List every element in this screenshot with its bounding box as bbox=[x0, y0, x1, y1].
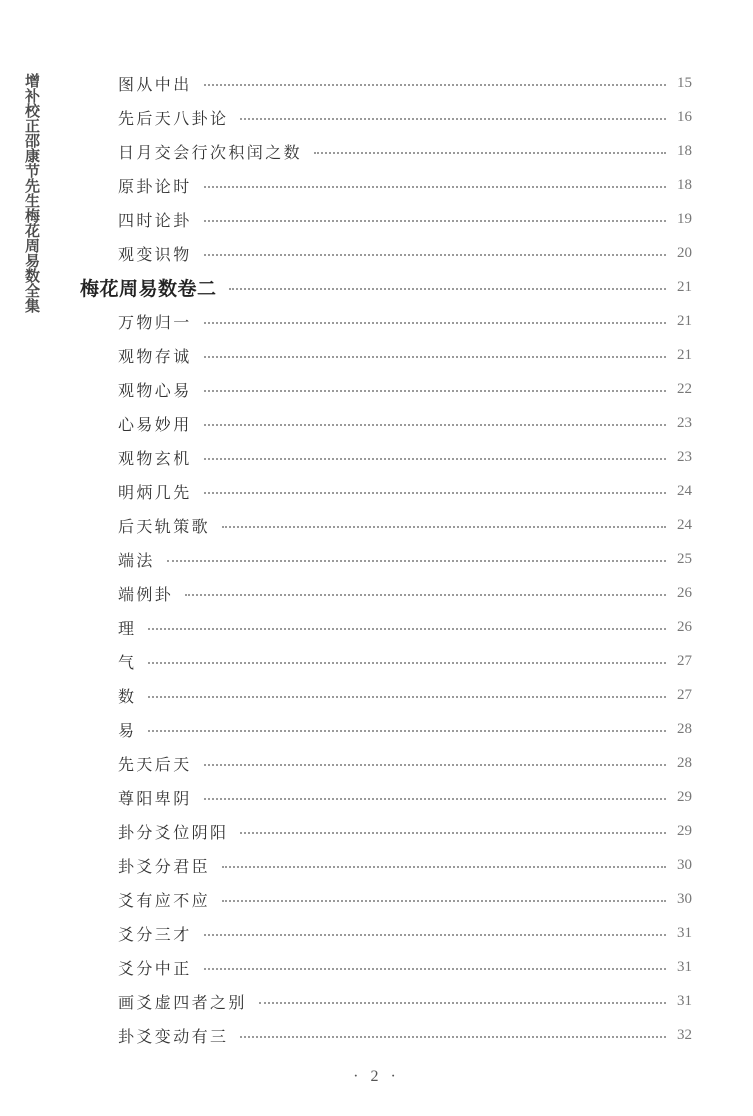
toc-entry-page: 19 bbox=[677, 210, 692, 227]
toc-entry-title: 端法 bbox=[118, 550, 155, 570]
toc-dot-leader bbox=[167, 560, 666, 562]
toc-entry bbox=[118, 170, 692, 200]
toc-dot-leader bbox=[204, 390, 666, 392]
toc-entry-page: 26 bbox=[677, 618, 692, 635]
toc-entry-title: 数 bbox=[118, 686, 137, 706]
toc-entry bbox=[118, 510, 692, 540]
toc-dot-leader bbox=[204, 798, 666, 800]
toc-entry bbox=[118, 782, 692, 812]
toc-entry-page: 20 bbox=[677, 244, 692, 261]
toc-entry bbox=[118, 340, 692, 370]
toc-entry-page: 21 bbox=[677, 312, 692, 329]
toc-dot-leader bbox=[148, 662, 666, 664]
toc-dot-leader bbox=[204, 254, 666, 256]
page-number: · 2 · bbox=[353, 1068, 400, 1085]
toc-entry-title: 卦分爻位阴阳 bbox=[118, 822, 229, 842]
toc-entry bbox=[118, 306, 692, 336]
toc-entry bbox=[118, 442, 692, 472]
toc-entry-title: 先天后天 bbox=[118, 754, 192, 774]
running-head-book-title: 增补校正邵康节先生梅花周易数全集 bbox=[23, 73, 41, 313]
toc-entry-title: 画爻虚四者之别 bbox=[118, 992, 247, 1012]
toc-entry bbox=[118, 136, 692, 166]
toc-entry-page: 27 bbox=[677, 652, 692, 669]
toc-entry-page: 15 bbox=[677, 74, 692, 91]
toc-dot-leader bbox=[314, 152, 666, 154]
toc-entry-title: 易 bbox=[118, 720, 137, 740]
toc-entry-page: 31 bbox=[677, 924, 692, 941]
toc-entry-page: 30 bbox=[677, 890, 692, 907]
toc-entry-page: 25 bbox=[677, 550, 692, 567]
toc-dot-leader bbox=[204, 764, 666, 766]
toc-dot-leader bbox=[259, 1002, 666, 1004]
toc-entry-page: 24 bbox=[677, 516, 692, 533]
toc-dot-leader bbox=[222, 900, 666, 902]
toc-entry-title: 图从中出 bbox=[118, 74, 192, 94]
toc-entry bbox=[118, 374, 692, 404]
toc-entry-title: 爻有应不应 bbox=[118, 890, 211, 910]
toc-entry-title: 端例卦 bbox=[118, 584, 174, 604]
toc-entry-title: 观物存诚 bbox=[118, 346, 192, 366]
toc-entry-title: 气 bbox=[118, 652, 137, 672]
toc-entry-title: 爻分中正 bbox=[118, 958, 192, 978]
toc-dot-leader bbox=[185, 594, 666, 596]
toc-entry-title: 观物心易 bbox=[118, 380, 192, 400]
toc-dot-leader bbox=[240, 832, 666, 834]
toc-entry-page: 31 bbox=[677, 992, 692, 1009]
toc-dot-leader bbox=[204, 458, 666, 460]
toc-dot-leader bbox=[204, 220, 666, 222]
toc-dot-leader bbox=[222, 866, 666, 868]
toc-entry-page: 18 bbox=[677, 176, 692, 193]
toc-dot-leader bbox=[204, 492, 666, 494]
toc-entry-title: 卦爻分君臣 bbox=[118, 856, 211, 876]
toc-entry-page: 21 bbox=[677, 278, 692, 295]
toc-entry bbox=[118, 578, 692, 608]
toc-entry-page: 30 bbox=[677, 856, 692, 873]
toc-entry-title: 万物归一 bbox=[118, 312, 192, 332]
toc-entry bbox=[118, 238, 692, 268]
toc-dot-leader bbox=[148, 730, 666, 732]
toc-entry-title: 明炳几先 bbox=[118, 482, 192, 502]
toc-entry bbox=[118, 850, 692, 880]
toc-entry-title: 理 bbox=[118, 618, 137, 638]
toc-entry-title: 日月交会行次积闰之数 bbox=[118, 142, 303, 162]
toc-entry-page: 21 bbox=[677, 346, 692, 363]
toc-entry bbox=[118, 476, 692, 506]
toc-entry-page: 23 bbox=[677, 448, 692, 465]
toc-entry bbox=[118, 748, 692, 778]
toc-entry bbox=[118, 646, 692, 676]
toc-dot-leader bbox=[204, 186, 666, 188]
toc-entry-page: 29 bbox=[677, 822, 692, 839]
toc-entry-page: 22 bbox=[677, 380, 692, 397]
toc-entry-page: 28 bbox=[677, 754, 692, 771]
toc-entry-title: 心易妙用 bbox=[118, 414, 192, 434]
toc-entry-page: 26 bbox=[677, 584, 692, 601]
toc-dot-leader bbox=[204, 322, 666, 324]
toc-entry bbox=[118, 986, 692, 1016]
toc-entry-title: 爻分三才 bbox=[118, 924, 192, 944]
toc-dot-leader bbox=[148, 628, 666, 630]
toc-entry bbox=[118, 204, 692, 234]
toc-dot-leader bbox=[229, 288, 666, 290]
toc-dot-leader bbox=[204, 968, 666, 970]
toc-entry bbox=[118, 884, 692, 914]
toc-entry-title: 先后天八卦论 bbox=[118, 108, 229, 128]
toc-entry bbox=[118, 714, 692, 744]
toc-entry bbox=[118, 408, 692, 438]
toc-entry bbox=[118, 68, 692, 98]
toc-dot-leader bbox=[204, 934, 666, 936]
toc-entry-page: 32 bbox=[677, 1026, 692, 1043]
toc-dot-leader bbox=[204, 84, 666, 86]
toc-entry bbox=[118, 544, 692, 574]
toc-entry-page: 28 bbox=[677, 720, 692, 737]
toc-entry-page: 27 bbox=[677, 686, 692, 703]
toc-entry bbox=[118, 918, 692, 948]
toc-entry bbox=[118, 816, 692, 846]
toc-entry bbox=[118, 1020, 692, 1050]
toc-section-heading bbox=[80, 272, 692, 302]
toc-entry-title: 卦爻变动有三 bbox=[118, 1026, 229, 1046]
toc-dot-leader bbox=[204, 356, 666, 358]
toc-entry-title: 观物玄机 bbox=[118, 448, 192, 468]
toc-entry-title: 梅花周易数卷二 bbox=[80, 277, 217, 300]
toc-entry-page: 31 bbox=[677, 958, 692, 975]
toc-entry-title: 四时论卦 bbox=[118, 210, 192, 230]
toc-entry bbox=[118, 952, 692, 982]
toc-entry bbox=[118, 680, 692, 710]
toc-dot-leader bbox=[240, 1036, 666, 1038]
toc-dot-leader bbox=[222, 526, 666, 528]
toc-entry bbox=[118, 612, 692, 642]
toc-entry-page: 18 bbox=[677, 142, 692, 159]
toc-dot-leader bbox=[148, 696, 666, 698]
toc-entry-page: 16 bbox=[677, 108, 692, 125]
toc-entry-title: 后天轨策歌 bbox=[118, 516, 211, 536]
toc-dot-leader bbox=[240, 118, 666, 120]
toc-entry bbox=[118, 102, 692, 132]
toc-entry-title: 原卦论时 bbox=[118, 176, 192, 196]
toc-entry-title: 尊阳卑阴 bbox=[118, 788, 192, 808]
toc-entry-page: 29 bbox=[677, 788, 692, 805]
toc-entry-title: 观变识物 bbox=[118, 244, 192, 264]
toc-dot-leader bbox=[204, 424, 666, 426]
toc-entry-page: 24 bbox=[677, 482, 692, 499]
toc-entry-page: 23 bbox=[677, 414, 692, 431]
